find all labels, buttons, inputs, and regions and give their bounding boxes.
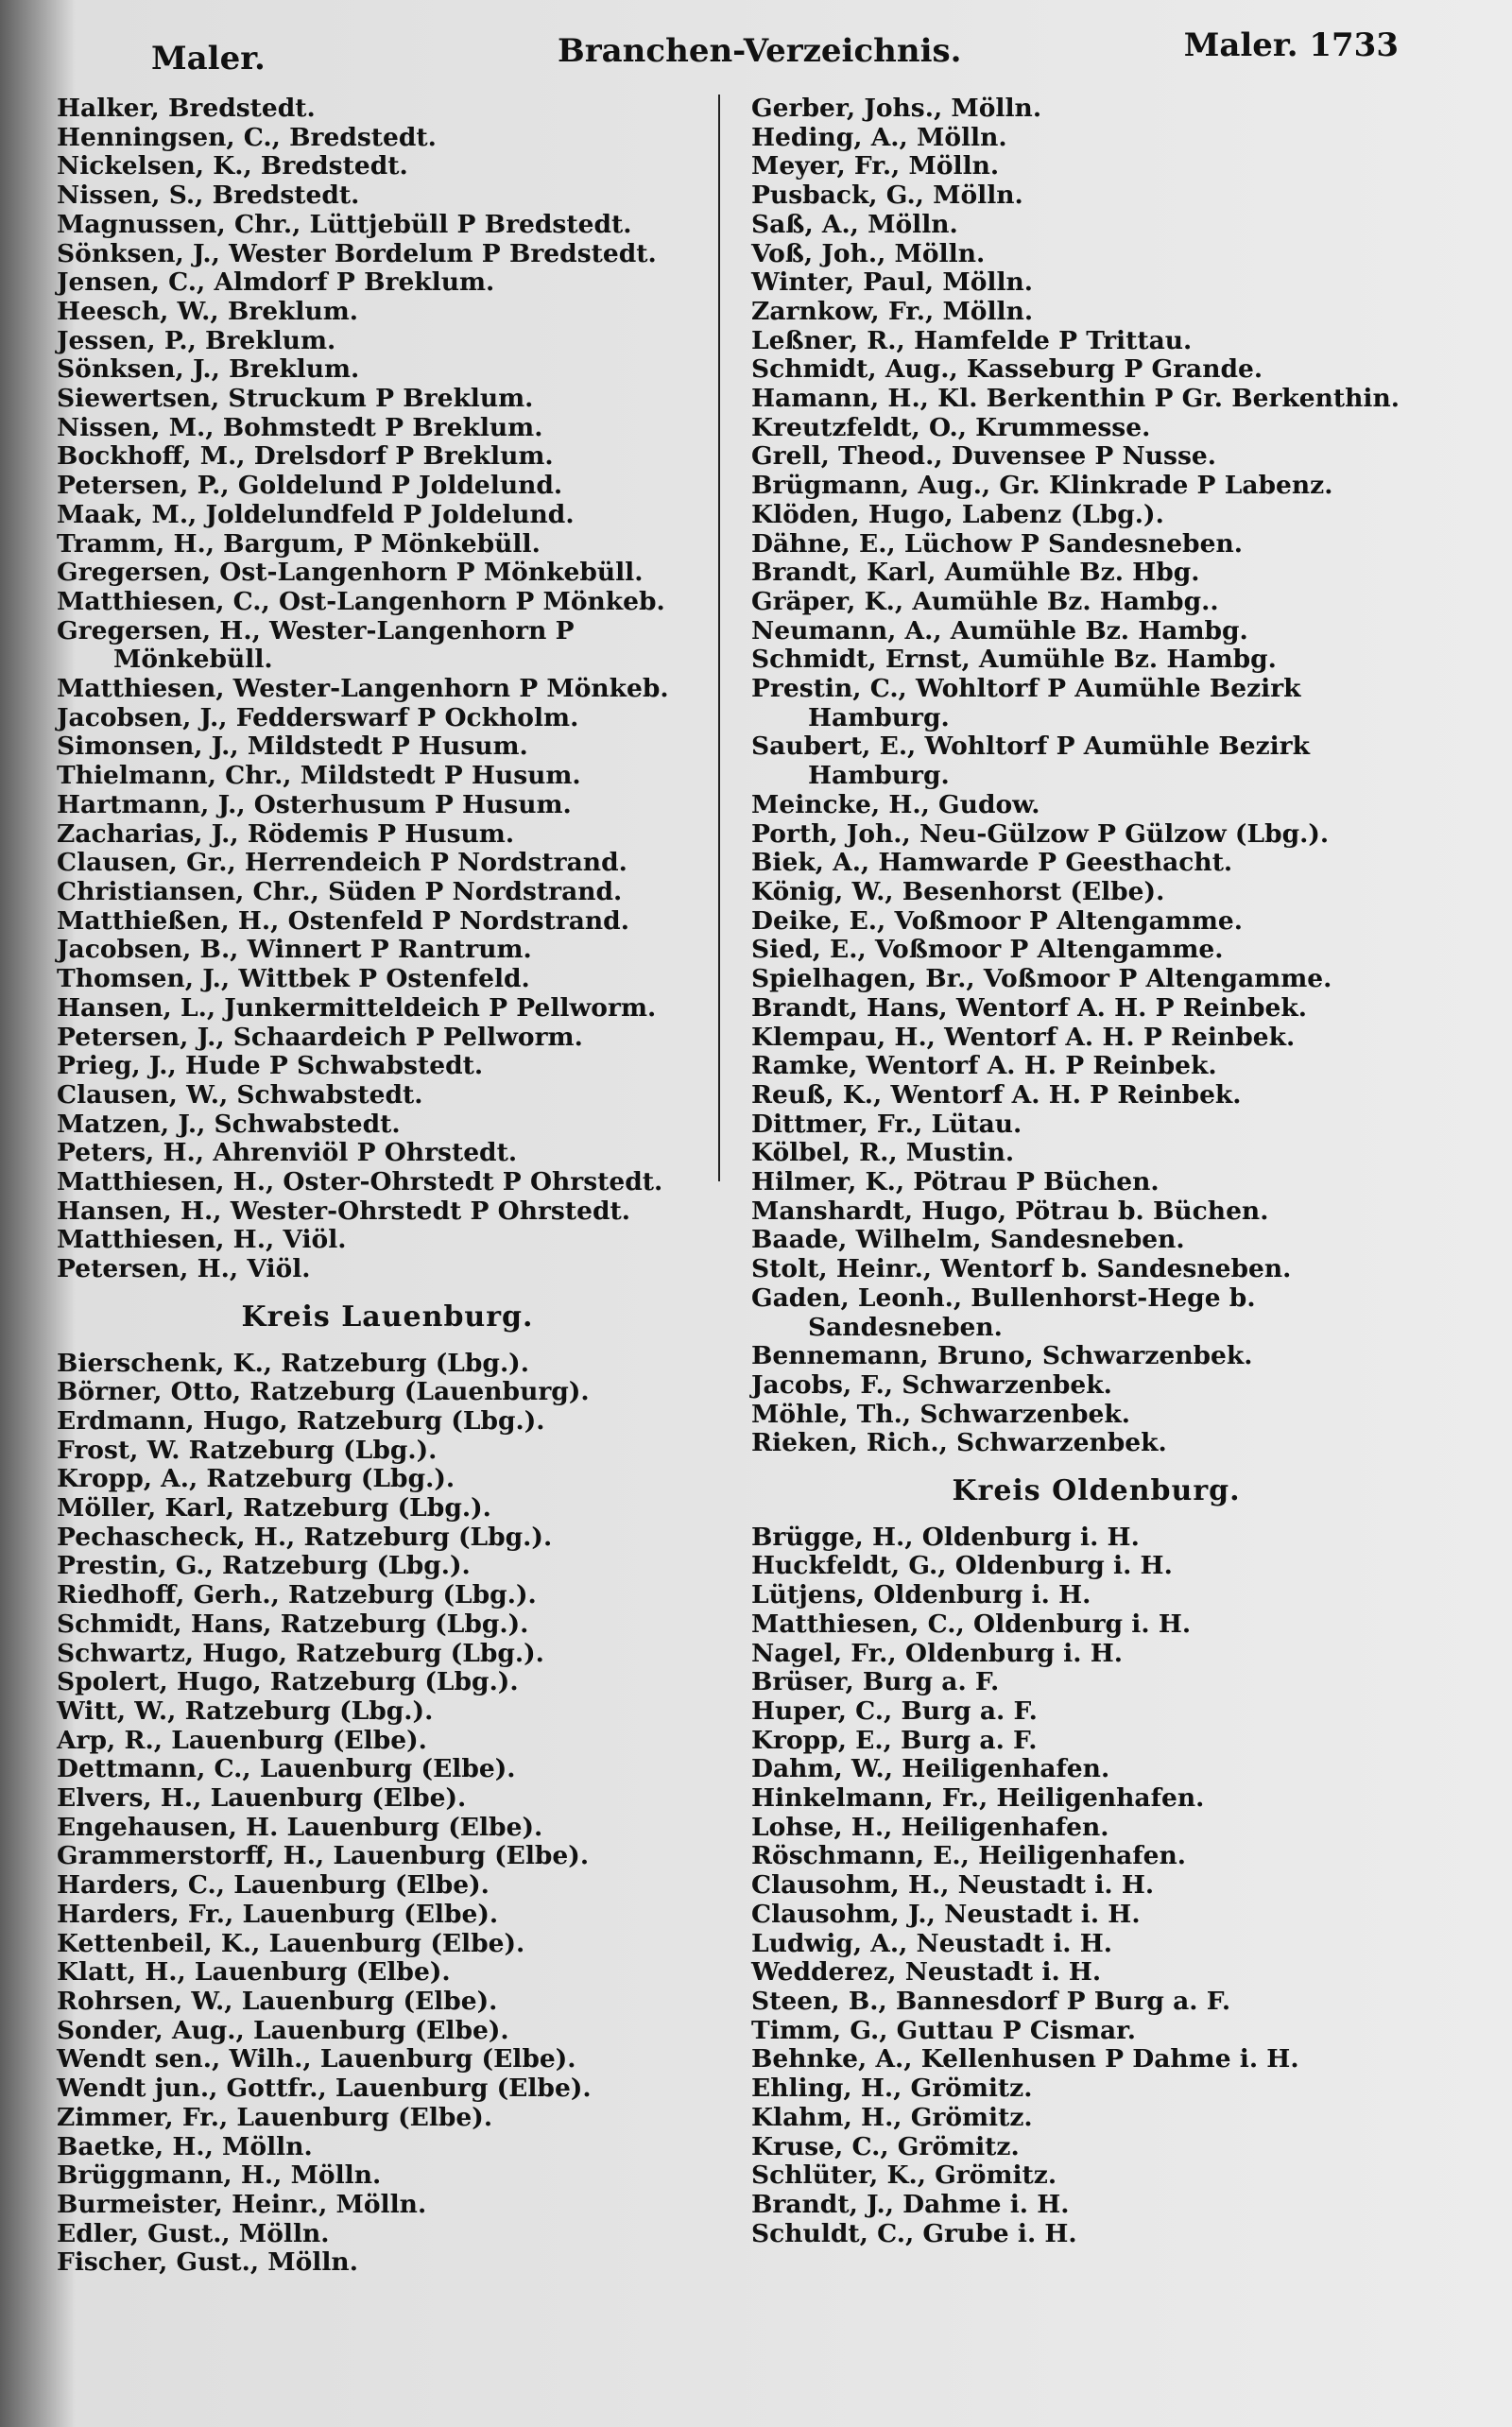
directory-entry: Wendt sen., Wilh., Lauenburg (Elbe). — [57, 2044, 576, 2074]
directory-entry: Sönksen, J., Wester Bordelum P Bredstedt. — [57, 238, 657, 268]
directory-entry: Tramm, H., Bargum, P Mönkebüll. — [57, 528, 541, 559]
directory-entry: Leßner, R., Hamfelde P Trittau. — [751, 325, 1193, 355]
directory-entry: Siewertsen, Struckum P Breklum. — [57, 384, 534, 414]
right-entries-bottom — [751, 1523, 1441, 2249]
directory-entry: Gräper, K., Aumühle Bz. Hambg.. — [751, 586, 1219, 616]
directory-entry: Simonsen, J., Mildstedt P Husum. — [57, 732, 528, 762]
directory-entry: Matzen, J., Schwabstedt. — [57, 1109, 401, 1139]
directory-entry: Stolt, Heinr., Wentorf b. Sandesneben. — [751, 1254, 1292, 1284]
directory-entry: Hansen, H., Wester-Ohrstedt P Ohrstedt. — [57, 1196, 630, 1226]
directory-entry: Zimmer, Fr., Lauenburg (Elbe). — [57, 2102, 493, 2132]
directory-entry: Erdmann, Hugo, Ratzeburg (Lbg.). — [57, 1405, 545, 1436]
directory-entry: Clausen, Gr., Herrendeich P Nordstrand. — [57, 848, 627, 878]
directory-entry: Clausohm, J., Neustadt i. H. — [751, 1899, 1141, 1929]
directory-entry: Börner, Otto, Ratzeburg (Lauenburg). — [57, 1377, 590, 1407]
left-entries-top — [57, 95, 718, 1284]
directory-entry: Clausohm, H., Neustadt i. H. — [751, 1870, 1155, 1901]
directory-entry: Lohse, H., Heiligenhafen. — [751, 1812, 1109, 1842]
directory-entry: Heding, A., Mölln. — [751, 122, 1007, 152]
directory-entry: Maak, M., Joldelundfeld P Joldelund. — [57, 499, 575, 529]
directory-entry: Porth, Joh., Neu-Gülzow P Gülzow (Lbg.). — [751, 818, 1330, 849]
directory-entry: Grammerstorff, H., Lauenburg (Elbe). — [57, 1841, 590, 1871]
section-title-oldenburg: Kreis Oldenburg. — [952, 1474, 1241, 1508]
directory-entry: Pechascheck, H., Ratzeburg (Lbg.). — [57, 1522, 553, 1552]
left-column — [57, 95, 718, 2278]
directory-entry: Riedhoff, Gerh., Ratzeburg (Lbg.). — [57, 1580, 537, 1610]
directory-entry: Kruse, C., Grömitz. — [751, 2131, 1020, 2161]
directory-entry: Brandt, J., Dahme i. H. — [751, 2189, 1070, 2219]
directory-entry: König, W., Besenhorst (Elbe). — [751, 876, 1165, 906]
header-page-number: Maler. 1733 — [1183, 26, 1399, 64]
directory-entry: Matthiesen, C., Oldenburg i. H. — [751, 1609, 1192, 1639]
directory-entry: Henningsen, C., Bredstedt. — [57, 122, 437, 152]
page-header — [142, 26, 1399, 83]
directory-entry: Rieken, Rich., Schwarzenbek. — [751, 1428, 1167, 1458]
directory-entry: Meyer, Fr., Mölln. — [751, 151, 1000, 181]
directory-entry: Kettenbeil, K., Lauenburg (Elbe). — [57, 1928, 525, 1958]
directory-entry: Christiansen, Chr., Süden P Nordstrand. — [57, 876, 623, 906]
right-entries-top — [751, 95, 1441, 1458]
column-divider — [718, 95, 720, 1181]
directory-entry: Bockhoff, M., Drelsdorf P Breklum. — [57, 441, 554, 472]
directory-entry: Thomsen, J., Wittbek P Ostenfeld. — [57, 964, 530, 994]
directory-entry: Möhle, Th., Schwarzenbek. — [751, 1399, 1130, 1429]
directory-entry: Brandt, Karl, Aumühle Bz. Hbg. — [751, 558, 1200, 588]
directory-entry: Prestin, G., Ratzeburg (Lbg.). — [57, 1551, 471, 1581]
directory-entry: Matthießen, H., Ostenfeld P Nordstrand. — [57, 905, 629, 936]
directory-entry: Matthiesen, C., Ost-Langenhorn P Mönkeb. — [57, 586, 665, 616]
directory-entry: Röschmann, E., Heiligenhafen. — [751, 1841, 1187, 1871]
directory-entry: Matthiesen, Wester-Langenhorn P Mönkeb. — [57, 674, 669, 704]
directory-entry: Harders, C., Lauenburg (Elbe). — [57, 1870, 490, 1901]
directory-entry: Behnke, A., Kellenhusen P Dahme i. H. — [751, 2044, 1299, 2074]
directory-entry: Baetke, H., Mölln. — [57, 2131, 313, 2161]
directory-entry: Saß, A., Mölln. — [751, 209, 958, 239]
directory-entry: Burmeister, Heinr., Mölln. — [57, 2189, 427, 2219]
directory-entry: Kreutzfeldt, O., Krummesse. — [751, 412, 1151, 442]
directory-entry: Grell, Theod., Duvensee P Nusse. — [751, 441, 1216, 472]
directory-entry: Bennemann, Bruno, Schwarzenbek. — [751, 1341, 1253, 1371]
directory-entry: Sied, E., Voßmoor P Altengamme. — [751, 935, 1224, 965]
directory-entry: Spolert, Hugo, Ratzeburg (Lbg.). — [57, 1667, 519, 1697]
directory-entry: Schlüter, K., Grömitz. — [751, 2160, 1057, 2191]
directory-entry: Kölbel, R., Mustin. — [751, 1138, 1015, 1168]
directory-entry: Matthiesen, H., Viöl. — [57, 1225, 347, 1255]
directory-entry: Clausen, W., Schwabstedt. — [57, 1079, 423, 1110]
directory-entry: Gregersen, Ost-Langenhorn P Mönkebüll. — [57, 558, 644, 588]
directory-entry: Bierschenk, K., Ratzeburg (Lbg.). — [57, 1348, 529, 1378]
right-column — [751, 95, 1441, 2248]
directory-entry: Brandt, Hans, Wentorf A. H. P Reinbek. — [751, 992, 1307, 1023]
directory-entry: Schuldt, C., Grube i. H. — [751, 2218, 1077, 2248]
directory-entry: Jacobsen, J., Fedderswarf P Ockholm. — [57, 702, 579, 732]
directory-entry: Elvers, H., Lauenburg (Elbe). — [57, 1783, 467, 1814]
directory-entry: Pusback, G., Mölln. — [751, 181, 1023, 211]
header-title: Branchen-Verzeichnis. — [558, 32, 962, 70]
directory-entry: Edler, Gust., Mölln. — [57, 2218, 330, 2248]
header-left: Maler. — [151, 40, 266, 77]
directory-entry: Gerber, Johs., Mölln. — [751, 94, 1042, 123]
directory-entry: Arp, R., Lauenburg (Elbe). — [57, 1725, 427, 1755]
directory-entry: Schmidt, Ernst, Aumühle Bz. Hambg. — [751, 645, 1277, 675]
directory-entry: Zacharias, J., Rödemis P Husum. — [57, 818, 515, 849]
directory-entry: Dähne, E., Lüchow P Sandesneben. — [751, 528, 1243, 559]
directory-entry: Nissen, S., Bredstedt. — [57, 181, 360, 211]
directory-entry: Reuß, K., Wentorf A. H. P Reinbek. — [751, 1079, 1242, 1110]
directory-entry: Klempau, H., Wentorf A. H. P Reinbek. — [751, 1022, 1296, 1052]
directory-entry: Biek, A., Hamwarde P Geesthacht. — [751, 848, 1233, 878]
directory-entry: Prieg, J., Hude P Schwabstedt. — [57, 1051, 484, 1081]
section-title-lauenburg: Kreis Lauenburg. — [241, 1300, 534, 1334]
directory-entry: Jensen, C., Almdorf P Breklum. — [57, 267, 495, 298]
directory-entry: Schmidt, Aug., Kasseburg P Grande. — [751, 354, 1263, 385]
directory-entry: Huckfeldt, G., Oldenburg i. H. — [751, 1551, 1173, 1581]
directory-entry: Dittmer, Fr., Lütau. — [751, 1109, 1022, 1139]
directory-entry: Deike, E., Voßmoor P Altengamme. — [751, 905, 1243, 936]
directory-entry: Dahm, W., Heiligenhafen. — [751, 1754, 1110, 1784]
directory-entry: Magnussen, Chr., Lüttjebüll P Bredstedt. — [57, 209, 632, 239]
directory-entry: Klöden, Hugo, Labenz (Lbg.). — [751, 499, 1164, 529]
directory-entry: Möller, Karl, Ratzeburg (Lbg.). — [57, 1493, 491, 1523]
directory-entry: Wedderez, Neustadt i. H. — [751, 1957, 1102, 1988]
directory-entry: Frost, W. Ratzeburg (Lbg.). — [57, 1435, 438, 1465]
directory-entry: Nickelsen, K., Bredstedt. — [57, 151, 408, 181]
directory-entry: Klatt, H., Lauenburg (Elbe). — [57, 1957, 451, 1988]
directory-entry: Prestin, C., Wohltorf P Aumühle Bezirk Hamburg. — [751, 674, 1301, 732]
directory-entry: Ludwig, A., Neustadt i. H. — [751, 1928, 1112, 1958]
directory-entry: Voß, Joh., Mölln. — [751, 238, 986, 268]
directory-entry: Saubert, E., Wohltorf P Aumühle Bezirk Hamburg. — [751, 732, 1311, 791]
directory-entry: Sonder, Aug., Lauenburg (Elbe). — [57, 2015, 509, 2045]
directory-entry: Steen, B., Bannesdorf P Burg a. F. — [751, 1987, 1231, 2016]
directory-entry: Neumann, A., Aumühle Bz. Hambg. — [751, 615, 1248, 645]
directory-entry: Schmidt, Hans, Ratzeburg (Lbg.). — [57, 1609, 529, 1639]
directory-entry: Schwartz, Hugo, Ratzeburg (Lbg.). — [57, 1638, 544, 1668]
directory-entry: Gregersen, H., Wester-Langenhorn P Mönkebüll. — [57, 615, 575, 675]
directory-entry: Kropp, A., Ratzeburg (Lbg.). — [57, 1464, 455, 1494]
directory-entry: Petersen, P., Goldelund P Joldelund. — [57, 471, 563, 501]
directory-entry: Engehausen, H. Lauenburg (Elbe). — [57, 1812, 543, 1842]
directory-entry: Gaden, Leonh., Bullenhorst-Hege b. Sandesneben. — [751, 1282, 1256, 1342]
directory-entry: Ehling, H., Grömitz. — [751, 2074, 1033, 2104]
directory-entry: Winter, Paul, Mölln. — [751, 267, 1034, 298]
left-entries-bottom — [57, 1350, 718, 2279]
directory-entry: Petersen, H., Viöl. — [57, 1254, 311, 1284]
directory-entry: Brüser, Burg a. F. — [751, 1667, 1000, 1697]
directory-entry: Brügmann, Aug., Gr. Klinkrade P Labenz. — [751, 471, 1333, 501]
directory-entry: Harders, Fr., Lauenburg (Elbe). — [57, 1899, 499, 1929]
directory-entry: Sönksen, J., Breklum. — [57, 354, 360, 385]
directory-entry: Heesch, W., Breklum. — [57, 296, 359, 326]
directory-entry: Hamann, H., Kl. Berkenthin P Gr. Berkenthin. — [751, 384, 1400, 414]
directory-entry: Baade, Wilhelm, Sandesneben. — [751, 1225, 1185, 1255]
directory-entry: Wendt jun., Gottfr., Lauenburg (Elbe). — [57, 2074, 592, 2104]
directory-entry: Hartmann, J., Osterhusum P Husum. — [57, 789, 572, 819]
directory-entry: Peters, H., Ahrenviöl P Ohrstedt. — [57, 1138, 518, 1168]
directory-entry: Nissen, M., Bohmstedt P Breklum. — [57, 412, 543, 442]
directory-entry: Hansen, L., Junkermitteldeich P Pellworm. — [57, 992, 657, 1023]
directory-entry: Lütjens, Oldenburg i. H. — [751, 1580, 1091, 1610]
directory-entry: Meincke, H., Gudow. — [751, 789, 1040, 819]
directory-entry: Halker, Bredstedt. — [57, 94, 316, 123]
directory-entry: Zarnkow, Fr., Mölln. — [751, 296, 1034, 326]
directory-entry: Ramke, Wentorf A. H. P Reinbek. — [751, 1051, 1217, 1081]
directory-entry: Manshardt, Hugo, Pötrau b. Büchen. — [751, 1196, 1269, 1226]
directory-entry: Timm, G., Guttau P Cismar. — [751, 2015, 1136, 2045]
directory-entry: Spielhagen, Br., Voßmoor P Altengamme. — [751, 964, 1332, 994]
directory-entry: Brüggmann, H., Mölln. — [57, 2160, 382, 2191]
directory-entry: Jacobsen, B., Winnert P Rantrum. — [57, 935, 532, 965]
directory-entry: Nagel, Fr., Oldenburg i. H. — [751, 1638, 1123, 1668]
directory-entry: Brügge, H., Oldenburg i. H. — [751, 1522, 1140, 1552]
directory-entry: Jessen, P., Breklum. — [57, 325, 336, 355]
directory-entry: Witt, W., Ratzeburg (Lbg.). — [57, 1695, 434, 1726]
directory-entry: Rohrsen, W., Lauenburg (Elbe). — [57, 1987, 498, 2016]
directory-entry: Hinkelmann, Fr., Heiligenhafen. — [751, 1783, 1205, 1814]
directory-entry: Fischer, Gust., Mölln. — [57, 2247, 358, 2278]
directory-entry: Thielmann, Chr., Mildstedt P Husum. — [57, 761, 581, 791]
directory-entry: Petersen, J., Schaardeich P Pellworm. — [57, 1022, 583, 1052]
directory-entry: Klahm, H., Grömitz. — [751, 2102, 1033, 2132]
directory-entry: Matthiesen, H., Oster-Ohrstedt P Ohrstedt. — [57, 1167, 663, 1197]
directory-entry: Jacobs, F., Schwarzenbek. — [751, 1369, 1112, 1400]
directory-entry: Kropp, E., Burg a. F. — [751, 1725, 1038, 1755]
directory-entry: Huper, C., Burg a. F. — [751, 1695, 1038, 1726]
directory-entry: Hilmer, K., Pötrau P Büchen. — [751, 1167, 1160, 1197]
directory-entry: Dettmann, C., Lauenburg (Elbe). — [57, 1754, 516, 1784]
